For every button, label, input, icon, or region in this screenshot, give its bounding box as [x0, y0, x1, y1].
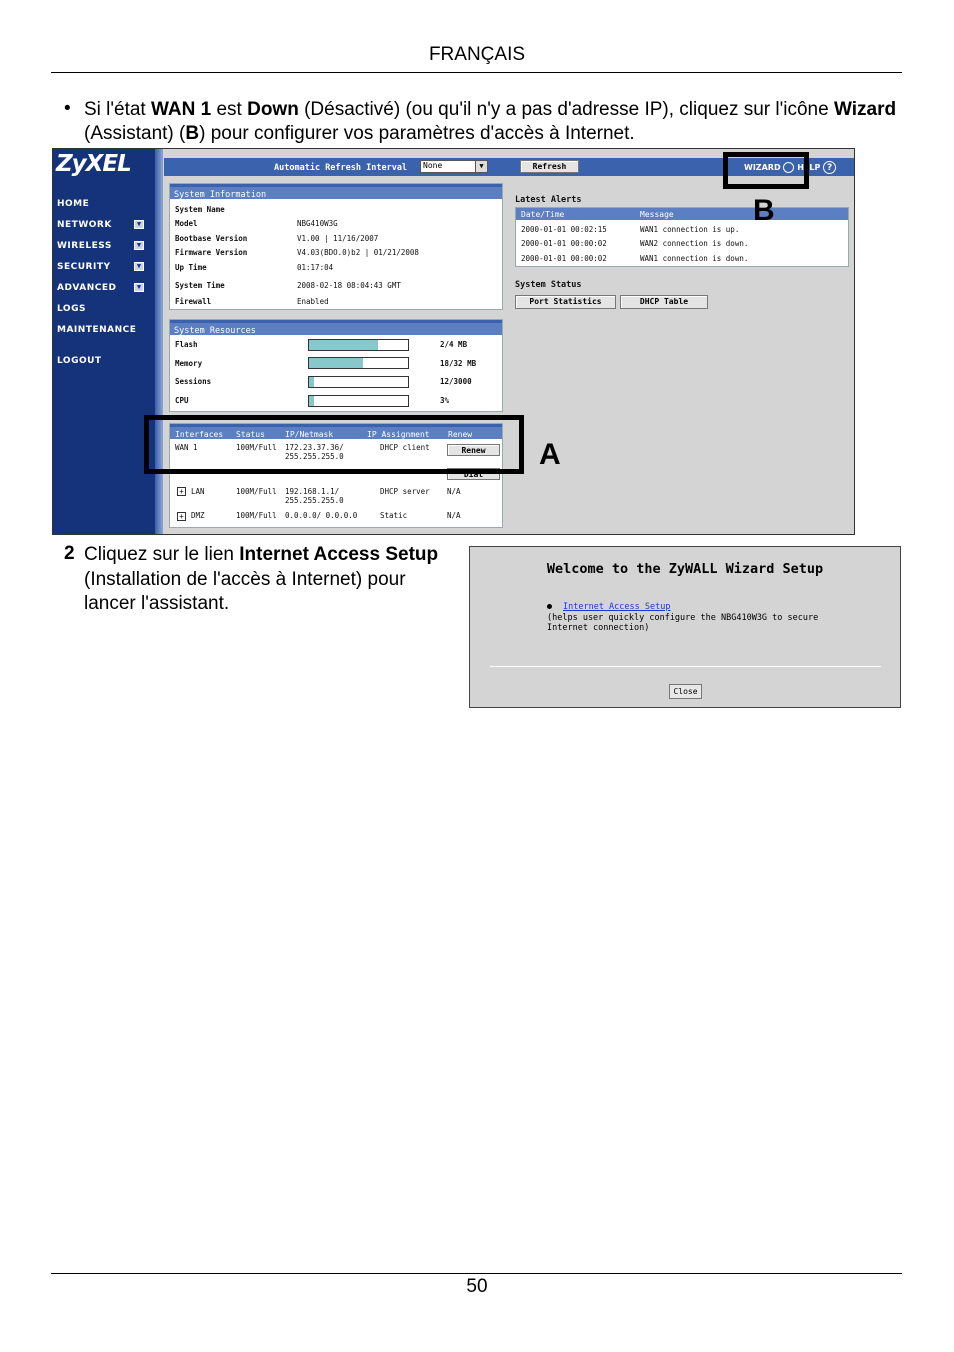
- latest-alerts-title: Latest Alerts: [515, 195, 582, 205]
- info-label: System Time: [175, 281, 225, 290]
- internet-access-setup-link[interactable]: Internet Access Setup: [563, 602, 671, 612]
- chevron-down-icon[interactable]: ▼: [134, 283, 144, 292]
- footer-rule: [51, 1273, 902, 1274]
- col-interfaces: Interfaces: [175, 430, 224, 439]
- wizard-title: Welcome to the ZyWALL Wizard Setup: [546, 561, 824, 577]
- wan-mask: 255.255.255.0: [285, 452, 344, 461]
- alert-message: WAN1 connection is up.: [640, 225, 740, 234]
- info-label: Firmware Version: [175, 248, 248, 257]
- info-value: Enabled: [297, 297, 329, 306]
- info-value: NBG410W3G: [297, 219, 338, 228]
- resource-value: 12/3000: [440, 377, 472, 386]
- bullet-icon: [547, 604, 552, 609]
- dial-button[interactable]: Dial: [447, 468, 500, 480]
- latest-alerts-panel: [515, 207, 849, 267]
- lan-renew: N/A: [447, 487, 461, 496]
- info-label: Model: [175, 219, 198, 228]
- system-information-title: System Information: [170, 184, 502, 199]
- resource-bar: [308, 339, 409, 351]
- info-value: V1.00 | 11/16/2007: [297, 234, 379, 243]
- alert-date: 2000-01-01 00:00:02: [521, 254, 607, 263]
- sidebar-edge: [155, 149, 163, 534]
- step2-paragraph: Cliquez sur le lien Internet Access Setup (Installation de l'accès à Internet) pour lancer l'assistant.: [84, 544, 439, 614]
- dhcp-table-button[interactable]: DHCP Table: [620, 295, 708, 309]
- lan-assignment: DHCP server: [380, 487, 430, 496]
- callout-label-b: B: [753, 194, 775, 227]
- expand-lan-icon[interactable]: +: [177, 487, 186, 496]
- resource-label: Flash: [175, 340, 198, 349]
- wan-assignment: DHCP client: [380, 443, 430, 452]
- lan-mask: 255.255.255.0: [285, 496, 344, 505]
- zyxel-status-screenshot: [52, 148, 855, 535]
- refresh-interval-select[interactable]: None ▼: [420, 160, 488, 173]
- col-message: Message: [640, 210, 674, 219]
- info-value: 2008-02-18 08:04:43 GMT: [297, 281, 401, 290]
- resource-bar: [308, 376, 409, 388]
- resource-bar: [308, 357, 409, 369]
- refresh-interval-label: Automatic Refresh Interval: [274, 163, 408, 173]
- resource-value: 2/4 MB: [440, 340, 468, 349]
- col-renew: Renew: [448, 430, 473, 439]
- renew-button[interactable]: Renew: [447, 444, 500, 456]
- system-status-title: System Status: [515, 280, 582, 290]
- close-button[interactable]: Close: [669, 684, 702, 699]
- alert-message: WAN1 connection is down.: [640, 254, 749, 263]
- callout-box-b: [723, 152, 809, 189]
- resource-bar-fill: [309, 377, 314, 387]
- resource-label: Memory: [175, 359, 203, 368]
- refresh-button[interactable]: Refresh: [520, 160, 579, 173]
- resource-value: 3%: [440, 396, 450, 405]
- expand-dmz-icon[interactable]: +: [177, 512, 186, 521]
- wizard-link[interactable]: WIZARD HELP ?: [744, 161, 836, 174]
- dmz-renew: N/A: [447, 511, 461, 520]
- bullet-paragraph: Si l'état WAN 1 est Down (Désactivé) (ou qu'il n'y a pas d'adresse IP), cliquez sur l'icône Wizard (Assistant) (B) pour configurer vos paramètres d'accès à Internet.: [84, 99, 897, 144]
- lan-status: 100M/Full: [236, 487, 277, 496]
- callout-box-a: [144, 415, 524, 474]
- info-label: System Name: [175, 205, 225, 214]
- callout-label-a: A: [539, 438, 561, 471]
- wizard-help-text: (helps user quickly configure the NBG410W3G to secure Internet connection): [547, 613, 819, 633]
- dmz-ip: 0.0.0.0/ 0.0.0.0: [285, 511, 358, 520]
- resource-label: Sessions: [175, 377, 212, 386]
- menu-logout[interactable]: LOGOUT: [57, 356, 102, 366]
- resource-bar-fill: [309, 358, 363, 368]
- info-label: Bootbase Version: [175, 234, 248, 243]
- page-number: 50: [466, 1276, 488, 1297]
- system-resources-panel: [169, 319, 503, 412]
- bullet-mark: •: [64, 98, 71, 119]
- zyxel-logo: ZyXEL: [56, 151, 131, 177]
- wizard-setup-screenshot: [469, 546, 901, 708]
- menu-network[interactable]: NETWORK: [57, 220, 112, 230]
- menu-home[interactable]: HOME: [57, 199, 90, 209]
- step-number: 2: [64, 543, 75, 564]
- col-ip-netmask: IP/Netmask: [285, 430, 334, 439]
- page-header-language: FRANÇAIS: [428, 44, 526, 65]
- menu-logs[interactable]: LOGS: [57, 304, 86, 314]
- resource-value: 18/32 MB: [440, 359, 477, 368]
- wan-status: 100M/Full: [236, 443, 277, 452]
- resource-bar-fill: [309, 340, 378, 350]
- info-label: Firewall: [175, 297, 212, 306]
- menu-maintenance[interactable]: MAINTENANCE: [57, 325, 137, 335]
- resource-bar-fill: [309, 396, 314, 406]
- port-statistics-button[interactable]: Port Statistics: [515, 295, 616, 309]
- alert-date: 2000-01-01 00:02:15: [521, 225, 607, 234]
- lan-ip: 192.168.1.1/: [285, 487, 340, 496]
- alerts-header-row: [516, 208, 848, 220]
- chevron-down-icon[interactable]: ▼: [134, 241, 144, 250]
- dmz-status: 100M/Full: [236, 511, 277, 520]
- chevron-down-icon[interactable]: ▼: [475, 161, 487, 172]
- alert-date: 2000-01-01 00:00:02: [521, 239, 607, 248]
- resource-bar: [308, 395, 409, 407]
- col-ip-assignment: IP Assignment: [367, 430, 430, 439]
- menu-security[interactable]: SECURITY: [57, 262, 111, 272]
- header-rule: [51, 72, 902, 73]
- wan-name: WAN 1: [175, 443, 198, 452]
- col-status: Status: [236, 430, 265, 439]
- system-resources-title: System Resources: [170, 320, 502, 335]
- wan-ip: 172.23.37.36/: [285, 443, 344, 452]
- chevron-down-icon[interactable]: ▼: [134, 262, 144, 271]
- dmz-name: DMZ: [191, 511, 205, 520]
- menu-advanced[interactable]: ADVANCED: [57, 283, 117, 293]
- help-icon[interactable]: ?: [823, 161, 836, 174]
- info-value: V4.03(BDO.0)b2 | 01/21/2008: [297, 248, 419, 257]
- lan-name: LAN: [191, 487, 205, 496]
- alert-message: WAN2 connection is down.: [640, 239, 749, 248]
- system-information-panel: [169, 183, 503, 310]
- menu-wireless[interactable]: WIRELESS: [57, 241, 112, 251]
- info-value: 01:17:04: [297, 263, 334, 272]
- dmz-assignment: Static: [380, 511, 408, 520]
- wizard-divider: [490, 666, 881, 667]
- col-date-time: Date/Time: [521, 210, 565, 219]
- resource-label: CPU: [175, 396, 189, 405]
- info-label: Up Time: [175, 263, 207, 272]
- chevron-down-icon[interactable]: ▼: [134, 220, 144, 229]
